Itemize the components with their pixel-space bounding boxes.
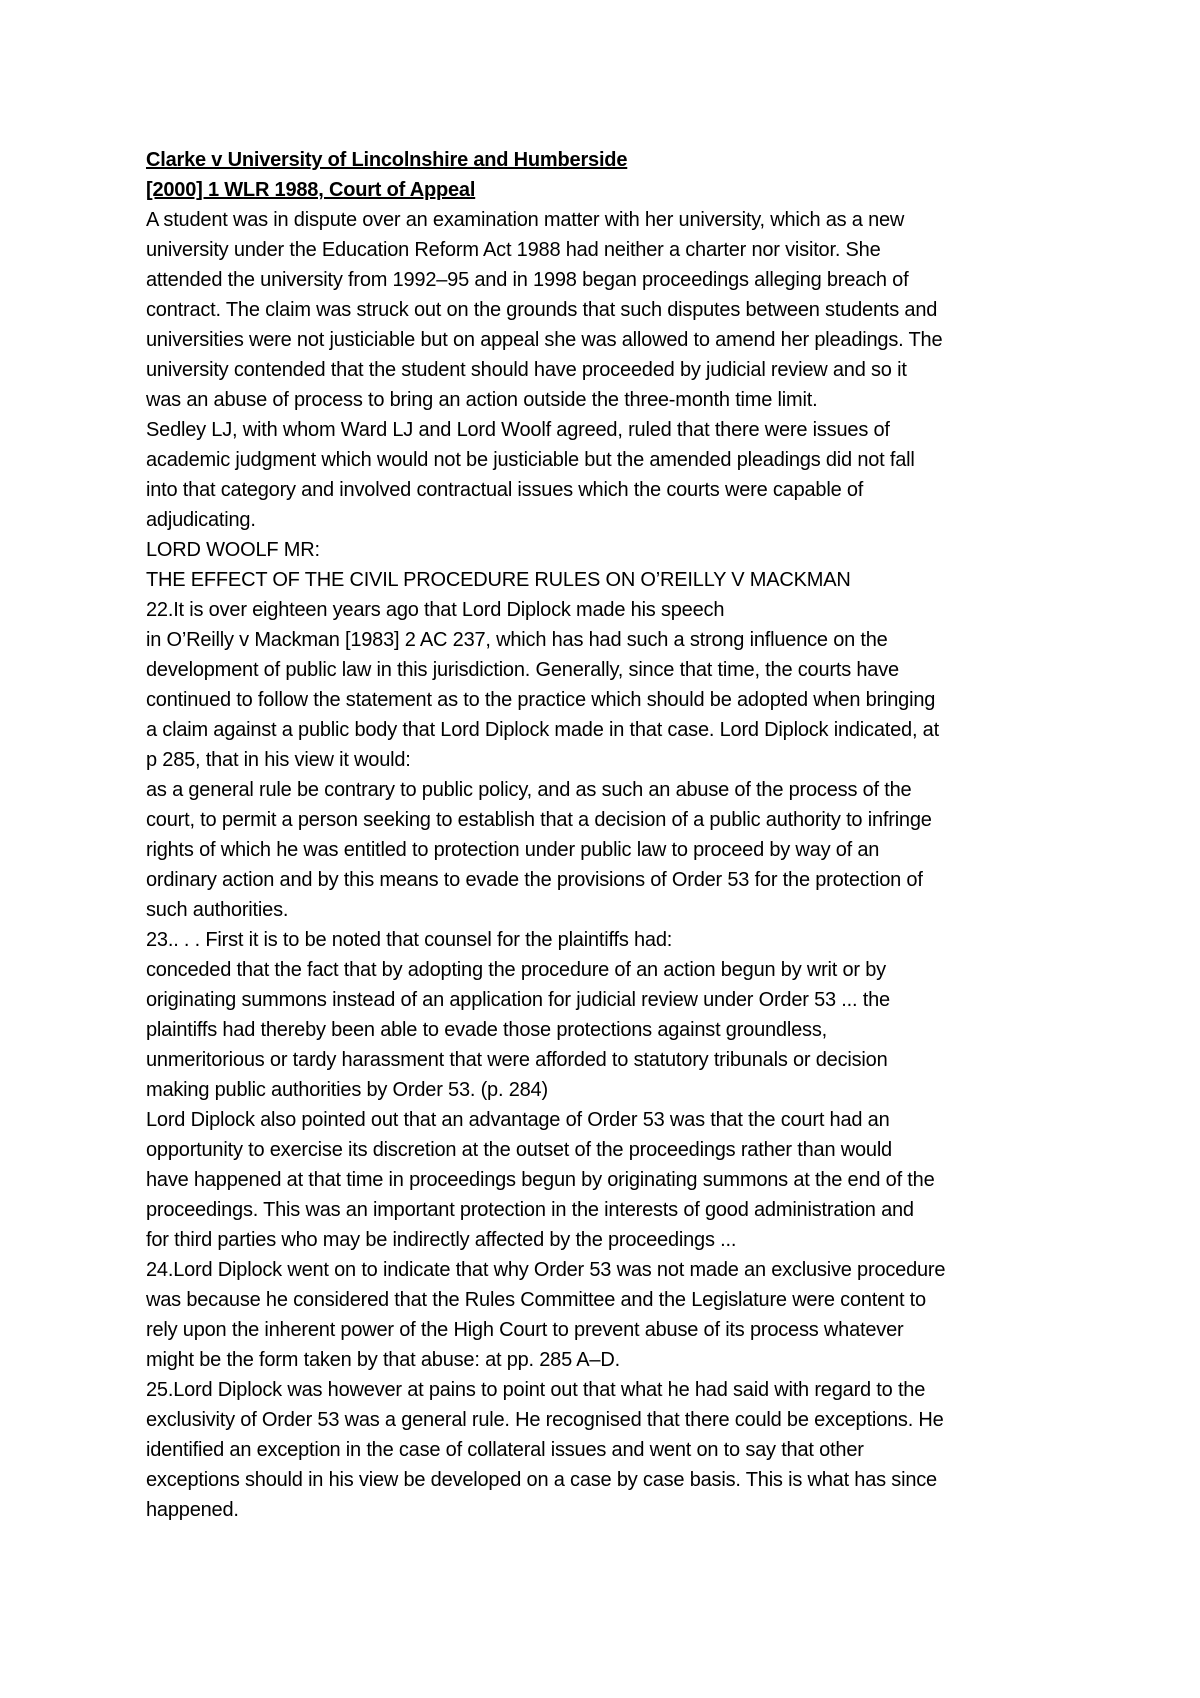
text-line: was because he considered that the Rules Committee and the Legislature were content to [146,1289,926,1311]
text-line: 22.It is over eighteen years ago that Lord Diplock made his speech [146,599,725,621]
text-line: for third parties who may be indirectly affected by the proceedings ... [146,1229,737,1251]
text-line: into that category and involved contractual issues which the courts were capable of [146,479,864,501]
text-line: p 285, that in his view it would: [146,749,411,771]
text-line: as a general rule be contrary to public policy, and as such an abuse of the process of the [146,779,912,801]
text-line: rights of which he was entitled to protection under public law to proceed by way of an [146,839,880,861]
text-line: plaintiffs had thereby been able to evade those protections against groundless, [146,1019,827,1041]
text-line: originating summons instead of an application for judicial review under Order 53 ... the [146,989,890,1011]
text-line: exceptions should in his view be developed on a case by case basis. This is what has since [146,1469,937,1491]
text-line: ordinary action and by this means to evade the provisions of Order 53 for the protection of [146,869,923,891]
text-line: unmeritorious or tardy harassment that were afforded to statutory tribunals or decision [146,1049,888,1071]
text-line: university under the Education Reform Act 1988 had neither a charter nor visitor. She [146,239,881,261]
text-line: court, to permit a person seeking to establish that a decision of a public authority to infringe [146,809,932,831]
text-line: such authorities. [146,899,289,921]
text-line: university contended that the student should have proceeded by judicial review and so it [146,359,907,381]
text-line: was an abuse of process to bring an action outside the three-month time limit. [146,389,818,411]
text-line: rely upon the inherent power of the High Court to prevent abuse of its process whatever [146,1319,904,1341]
text-line: identified an exception in the case of collateral issues and went on to say that other [146,1439,864,1461]
text-line: might be the form taken by that abuse: at pp. 285 A–D. [146,1349,620,1371]
text-line: contract. The claim was struck out on the grounds that such disputes between students and [146,299,938,321]
text-line: LORD WOOLF MR: [146,539,320,561]
text-line: academic judgment which would not be justiciable but the amended pleadings did not fall [146,449,915,471]
text-line: adjudicating. [146,509,256,531]
text-line: universities were not justiciable but on appeal she was allowed to amend her pleadings. The [146,329,943,351]
text-line: happened. [146,1499,239,1521]
text-line: 25.Lord Diplock was however at pains to point out that what he had said with regard to the [146,1379,926,1401]
text-line: a claim against a public body that Lord Diplock made in that case. Lord Diplock indicated, at [146,719,939,741]
text-line: continued to follow the statement as to the practice which should be adopted when bringing [146,689,936,711]
text-line: 24.Lord Diplock went on to indicate that why Order 53 was not made an exclusive procedure [146,1259,946,1281]
document-body [146,145,1076,1525]
text-line: 23.. . . First it is to be noted that counsel for the plaintiffs had: [146,929,673,951]
text-line: making public authorities by Order 53. (p. 284) [146,1079,548,1101]
text-line: conceded that the fact that by adopting the procedure of an action begun by writ or by [146,959,886,981]
text-line: Sedley LJ, with whom Ward LJ and Lord Woolf agreed, ruled that there were issues of [146,419,890,441]
text-line: attended the university from 1992–95 and in 1998 began proceedings alleging breach of [146,269,909,291]
text-line: opportunity to exercise its discretion at the outset of the proceedings rather than would [146,1139,892,1161]
text-line: development of public law in this jurisdiction. Generally, since that time, the courts have [146,659,899,681]
text-line: THE EFFECT OF THE CIVIL PROCEDURE RULES ON O’REILLY V MACKMAN [146,569,851,591]
text-line: A student was in dispute over an examination matter with her university, which as a new [146,209,905,231]
text-line: have happened at that time in proceedings begun by originating summons at the end of the [146,1169,935,1191]
case-title: Clarke v University of Lincolnshire and Humberside [146,149,628,171]
text-line: exclusivity of Order 53 was a general rule. He recognised that there could be exceptions. He [146,1409,944,1431]
text-line: proceedings. This was an important protection in the interests of good administration and [146,1199,914,1221]
case-citation: [2000] 1 WLR 1988, Court of Appeal [146,179,476,201]
text-line: in O’Reilly v Mackman [1983] 2 AC 237, which has had such a strong influence on the [146,629,888,651]
text-line: Lord Diplock also pointed out that an advantage of Order 53 was that the court had an [146,1109,890,1131]
